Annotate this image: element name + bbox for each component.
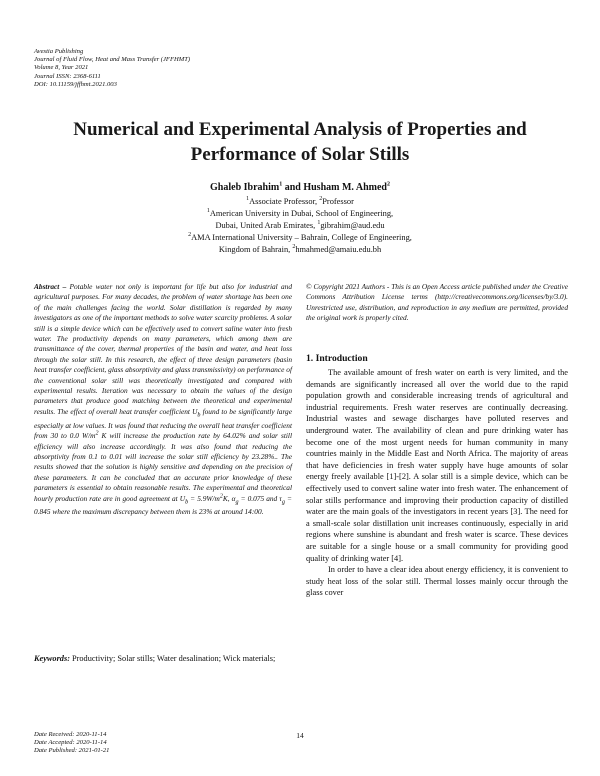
volume: Volume 8, Year 2021 <box>34 64 89 72</box>
keywords-label: Keywords: <box>34 654 70 663</box>
author-connector: and <box>282 182 304 193</box>
email-2-sup: 2 <box>292 244 296 251</box>
role-sup-1: 1 <box>246 196 250 203</box>
copyright-notice: © Copyright 2021 Authors - This is an Open Access article published under the Creative Commons Attribution License terms (http://creativecommons.org/licenses/by/3.0). Unrestricted use, distribution, and reproduction in any medium are permitted, provided the original work is properly cited. <box>306 282 568 323</box>
abstract-sub-g2: g <box>281 499 285 506</box>
abstract-sub-b2: b <box>185 499 189 506</box>
abstract-sup-2: 2 <box>95 430 99 437</box>
affiliation-1-line-2 <box>60 220 540 232</box>
abstract-text-1: Potable water not only is important for life but also for industrial and agricultural purposes. For many decades, the problem of water shortage has been one of the main challenges facing the world. Solar distillation is regarded by many investigators as one of the important methods to solve water scarcity problems. A solar still is a simple device which can be effectively used to convert saline water into fresh water. The productivity depends on many parameters, which among them are transmittance of the cover, thermal properties of the basin and water, and heat loss through the solar still. In this research, the effect of three design parameters (basin heat transfer coefficient, glass absorptivity and glass transmissivity) on performance of the conventional solar still was theoretically investigated and compared with experimental results. Iteration was necessary to obtain the values of the design parameters that produce good matching between the theoretical and experimental results. The effect of overall heat transfer coefficient U <box>34 282 292 416</box>
introduction-body <box>306 367 568 599</box>
aff-1-text: American University in Dubai, School of Engineering, <box>209 209 394 218</box>
author-roles <box>60 196 540 208</box>
role-2: Professor <box>322 197 354 206</box>
email-1-link[interactable]: gibrahim@aud.edu <box>320 221 385 230</box>
paper-title: Numerical and Experimental Analysis of Properties and Performance of Solar Stills <box>73 119 527 165</box>
journal-info <box>34 48 294 89</box>
author-1-sup: 1 <box>279 181 283 188</box>
aff-2-location: Kingdom of Bahrain, <box>218 245 293 254</box>
email-1-sup: 1 <box>317 220 321 227</box>
intro-paragraph-1: The available amount of fresh water on earth is very limited, and the demands are significantly increased all over the world due to the rapid population growth and considerable increasing trends of agricultural and industrial requirements. Fresh water reserves are continually decreasing. Industrial wastes and sewage discharges have polluted reserves and underground water. The availability of clean and pure drinking water has become one of the most urgent needs for human community in many countries mainly in the Middle East and North Africa. The majority of areas that have deficiencies in fresh water supply have huge amounts of solar energy freely available [1]-[2]. A solar still is a simple device, which can be effectively used to convert saline water into fresh water. The enhancement of solar stills performance and improving their production capacity of distilled water are the main goals of the investigators in recent years [3]. The need for a small-scale solar distillation unit increases continuously, especially in arid regions where sunshine is abundant and fresh water is scarce. These devices are suitable for a single house or a small community for providing good quality of drinking water [4]. <box>306 368 568 563</box>
abstract-text-2: found to be significantly large especially at low values. It was found that reducing the overall heat transfer coefficient from 30 to 0.0 W/m <box>34 406 292 441</box>
journal-name: Journal of Fluid Flow, Heat and Mass Transfer (JFFHMT) <box>34 56 191 64</box>
author-1: Ghaleb Ibrahim <box>210 182 280 193</box>
affiliation-2-line-1 <box>60 232 540 244</box>
date-received: Date Received: 2020-11-14 <box>34 731 107 738</box>
date-accepted: Date Accepted: 2020-11-14 <box>34 739 107 747</box>
abstract-sub-g: g <box>235 499 239 506</box>
author-2-sup: 2 <box>386 181 390 188</box>
publication-dates <box>34 731 109 756</box>
affiliation-1-line-1 <box>60 208 540 220</box>
abstract-text-5: K, α <box>222 493 236 503</box>
keywords-text: Productivity; Solar stills; Water desalination; Wick materials; <box>69 654 276 663</box>
intro-paragraph-2: In order to have a clear idea about energy efficiency, it is convenient to study heat loss of the solar still. Thermal losses mainly occur through the glass cover <box>306 565 568 598</box>
section-heading-introduction: 1. Introduction <box>306 353 368 364</box>
role-sup-2: 2 <box>319 196 323 203</box>
publisher: Avestia Publishing <box>34 48 84 55</box>
abstract-sub-b: b <box>197 412 201 419</box>
email-2-link[interactable]: hmahmed@amaiu.edu.bh <box>295 245 382 254</box>
aff-1-location: Dubai, United Arab Emirates, <box>215 221 318 230</box>
author-2: Husham M. Ahmed <box>303 182 387 193</box>
affiliation-2-line-2 <box>60 244 540 256</box>
keywords <box>34 653 292 665</box>
date-published: Date Published: 2021-01-21 <box>34 747 110 755</box>
doi: DOI: 10.11159/jffhmt.2021.003 <box>34 80 117 88</box>
abstract-text-3: K will increase the production rate by 64.02% and solar still efficiency will also increase accordingly. It was also found that reducing the absorptivity from 0.1 to 0.01 will increase the solar still efficiency by 23.28%.. The results showed that the solution is highly sensitive and depending on the precision of these parameters. It can be concluded that an accurate prior knowledge of these parameters is essential to obtain reasonable results. The experimental and theoretical hourly production rate are in good agreement at U <box>34 431 292 503</box>
abstract <box>34 282 292 518</box>
abstract-text-7: = 0.845 where the maximum discrepancy between them is 23% at around 14:00. <box>34 493 292 517</box>
aff-2-text: AMA International University – Bahrain, College of Engineering, <box>191 233 412 242</box>
role-1: Associate Professor, <box>249 197 320 206</box>
abstract-text-4: = 5.9W/m <box>188 493 220 503</box>
aff-1-sup: 1 <box>206 208 210 215</box>
authors <box>40 181 560 194</box>
abstract-label: Abstract – <box>34 282 67 291</box>
affiliations <box>60 196 540 256</box>
abstract-text-6: = 0.075 and τ <box>238 493 282 503</box>
abstract-sup-2b: 2 <box>219 493 223 500</box>
issn: Journal ISSN: 2368-6111 <box>34 72 101 80</box>
aff-2-sup: 2 <box>188 232 192 239</box>
page-number: 14 <box>296 731 304 740</box>
